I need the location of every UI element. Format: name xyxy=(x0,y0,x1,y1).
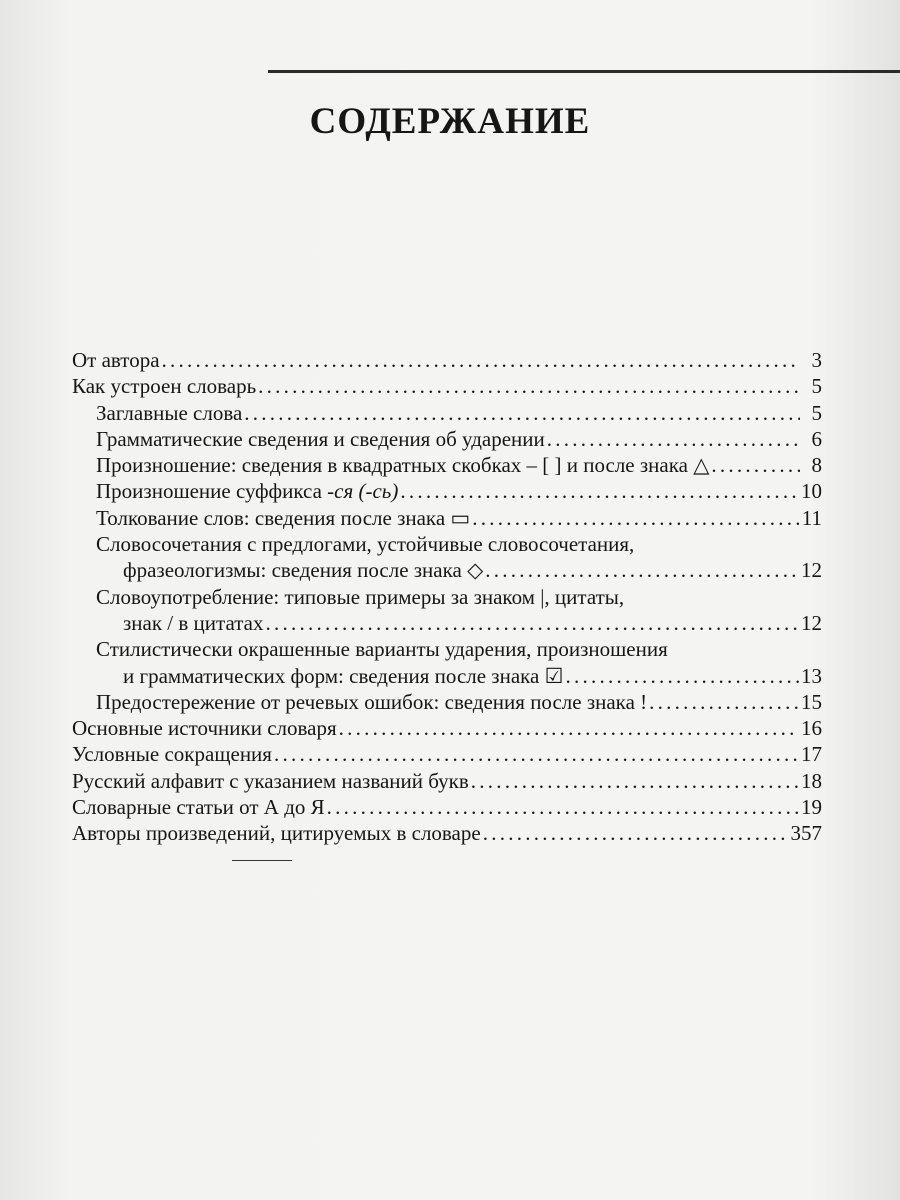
header-rule xyxy=(268,70,900,73)
toc-entry-line1[interactable]: Стилистически окрашенные варианты ударения, произношения xyxy=(96,637,668,662)
page-number: 10 xyxy=(801,479,822,504)
toc-entry-line1[interactable]: Словоупотребление: типовые примеры за знаком |, цитаты, xyxy=(96,584,625,609)
page-number: 13 xyxy=(801,663,822,688)
section-divider xyxy=(232,860,292,861)
page-number: 11 xyxy=(801,505,822,530)
page-number: 19 xyxy=(801,795,822,820)
page-number: 15 xyxy=(801,689,822,714)
toc-entry[interactable]: Условные сокращения . . . 17 xyxy=(72,741,822,767)
toc-entry[interactable]: Как устроен словарь . . . 5 xyxy=(72,373,822,399)
toc-entry-line2[interactable]: знак / в цитатах . . . 12 xyxy=(72,610,822,636)
toc-entry[interactable]: Произношение: сведения в квадратных скобках – [ ] и после знака △ . . . 8 xyxy=(72,452,822,478)
page-number: 17 xyxy=(801,742,822,767)
page-number: 8 xyxy=(811,453,822,478)
toc-entry[interactable]: От автора . . . 3 xyxy=(72,347,822,373)
toc-entry-line2[interactable]: фразеологизмы: сведения после знака ◇ . . . 12 xyxy=(72,557,822,583)
toc-entry[interactable]: Основные источники словаря . . . 16 xyxy=(72,715,822,741)
toc-entry[interactable]: Заглавные слова . . . 5 xyxy=(72,400,822,426)
toc-entry[interactable]: Русский алфавит с указанием названий букв . . . 18 xyxy=(72,768,822,794)
toc-entry[interactable]: Предостережение от речевых ошибок: сведения после знака ! . . . 15 xyxy=(72,689,822,715)
page-number: 18 xyxy=(801,768,822,793)
page-title: СОДЕРЖАНИЕ xyxy=(309,101,591,142)
page-number: 6 xyxy=(811,426,822,451)
page-number: 5 xyxy=(811,400,822,425)
toc-entry-line2[interactable]: и грамматических форм: сведения после знака ☑ . . . 13 xyxy=(72,663,822,689)
table-of-contents xyxy=(72,347,822,847)
page-number: 3 xyxy=(811,348,822,372)
page-number: 12 xyxy=(801,610,822,635)
page-number: 12 xyxy=(801,558,822,583)
toc-entry[interactable]: Словарные статьи от А до Я . . . 19 xyxy=(72,794,822,820)
toc-entry[interactable]: Грамматические сведения и сведения об ударении . . . 6 xyxy=(72,426,822,452)
page-number: 5 xyxy=(811,374,822,399)
toc-entry[interactable]: Толкование слов: сведения после знака ▭ . . . 11 xyxy=(72,505,822,531)
toc-entry[interactable]: Произношение суффикса -ся (-сь) . . . 10 xyxy=(72,478,822,504)
page-number: 16 xyxy=(801,716,822,741)
toc-entry[interactable]: Авторы произведений, цитируемых в словаре . . . 357 xyxy=(72,820,822,846)
page-number: 357 xyxy=(790,821,822,846)
toc-entry-line1[interactable]: Словосочетания с предлогами, устойчивые словосочетания, xyxy=(96,532,635,557)
